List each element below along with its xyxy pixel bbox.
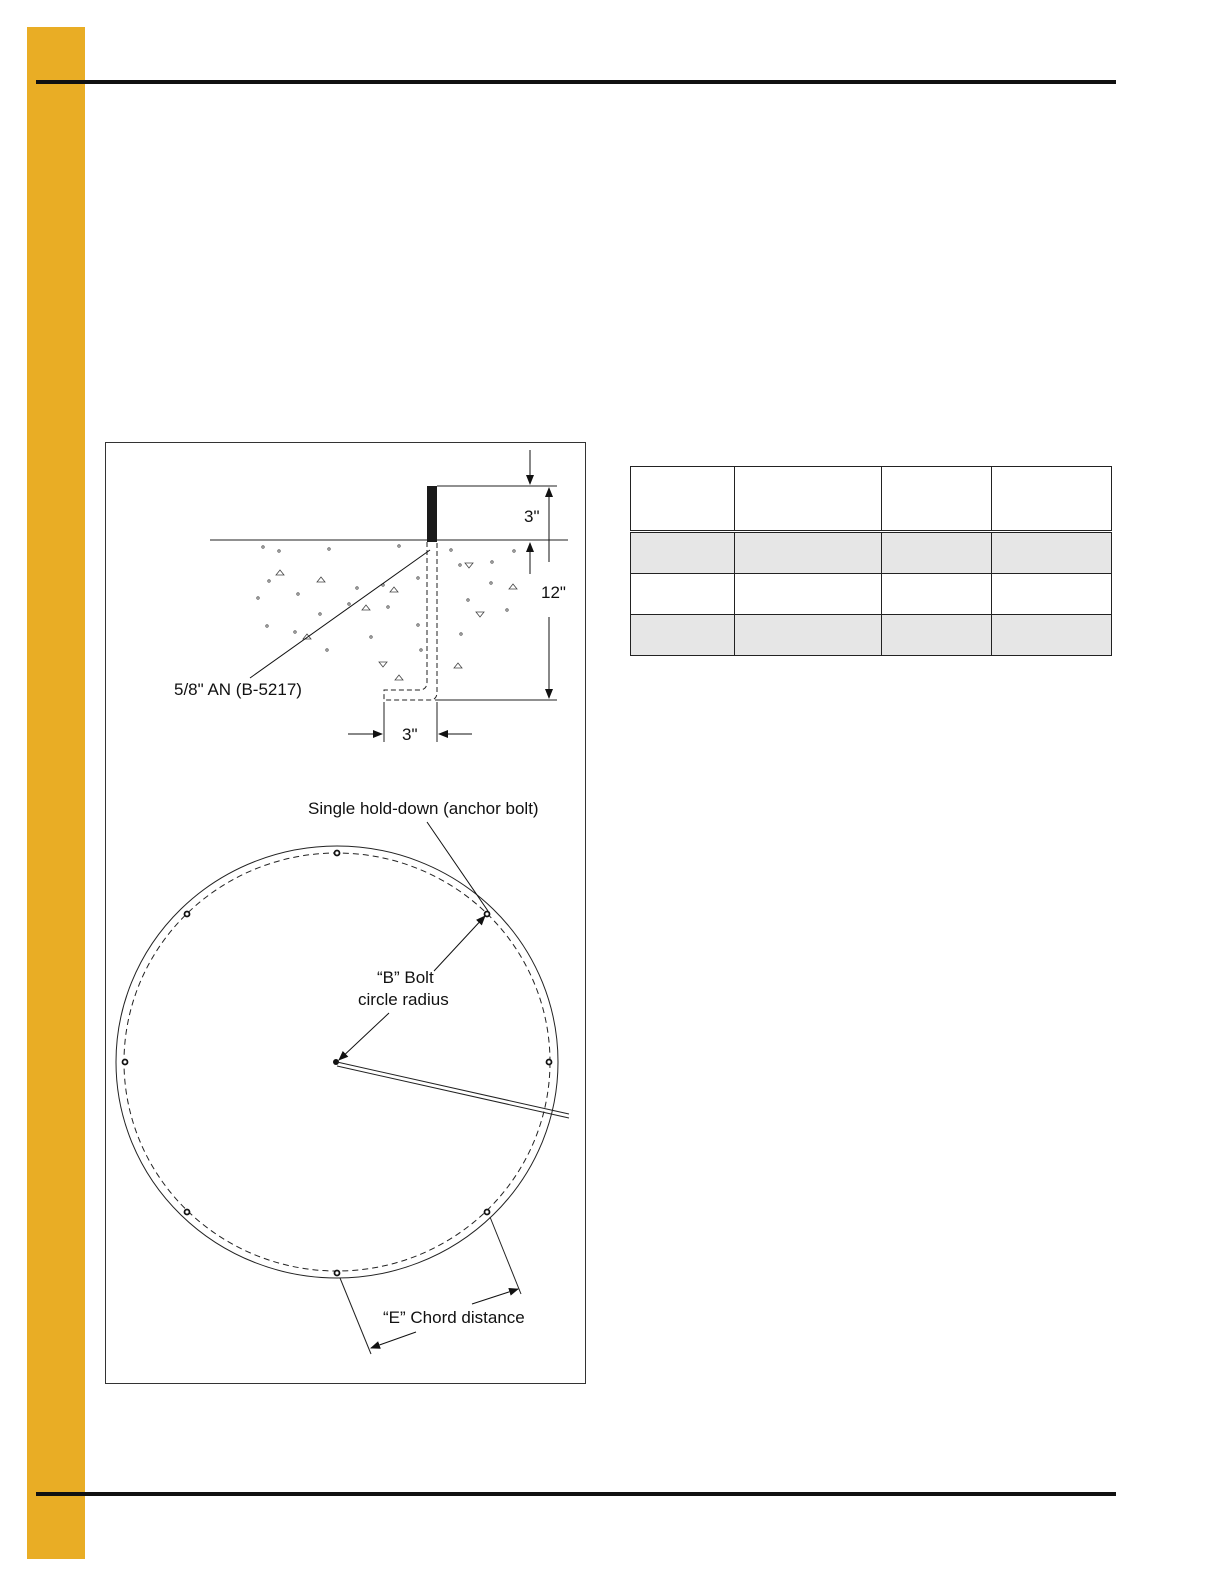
hook-dim-label: 3" (402, 725, 418, 744)
table-row (631, 532, 1112, 574)
chord-arrow-right (472, 1289, 518, 1304)
hold-down-label: Single hold-down (anchor bolt) (308, 799, 539, 818)
radius-arrow-to-center (339, 1013, 389, 1060)
anchor-bolt-figure (105, 442, 586, 1384)
table-row (631, 615, 1112, 656)
table-cell (735, 615, 882, 656)
table-cell (992, 574, 1112, 615)
bolt-label: 5/8" AN (B-5217) (174, 680, 302, 699)
table-cell (882, 532, 992, 574)
radial-line-outer (337, 1062, 569, 1114)
table-header-cell (631, 467, 735, 532)
table-cell (735, 574, 882, 615)
table-cell (992, 532, 1112, 574)
hold-down-leader (427, 822, 488, 911)
radius-label-line2: circle radius (358, 990, 449, 1009)
bolt-spec-table-wrap (630, 466, 1112, 656)
bolt-leader (250, 550, 430, 678)
header-rule (36, 80, 1116, 84)
depth-dim-label: 12" (541, 583, 566, 602)
table-cell (631, 574, 735, 615)
bolt-spec-table (630, 466, 1112, 656)
table-cell (735, 532, 882, 574)
bolt-thread (427, 486, 437, 542)
table-row (631, 574, 1112, 615)
table-cell (631, 615, 735, 656)
chord-extension-left (340, 1278, 371, 1354)
table-cell (882, 615, 992, 656)
table-header-cell (735, 467, 882, 532)
radius-label-line1: “B” Bolt (377, 968, 434, 987)
side-color-strip (27, 27, 85, 1559)
table-header-row (631, 467, 1112, 532)
chord-extension-right (490, 1217, 521, 1294)
table-header-cell (882, 467, 992, 532)
table-cell (882, 574, 992, 615)
concrete-aggregate (257, 545, 517, 680)
radius-arrow-to-bolt (434, 916, 485, 971)
bolt-embedded (384, 542, 437, 700)
radial-line-inner (337, 1066, 569, 1118)
chord-arrow-left (371, 1332, 416, 1348)
footer-rule (36, 1492, 1116, 1496)
top-dim-label: 3" (524, 507, 540, 526)
table-cell (631, 532, 735, 574)
chord-label: “E” Chord distance (383, 1308, 525, 1327)
table-cell (992, 615, 1112, 656)
table-header-cell (992, 467, 1112, 532)
